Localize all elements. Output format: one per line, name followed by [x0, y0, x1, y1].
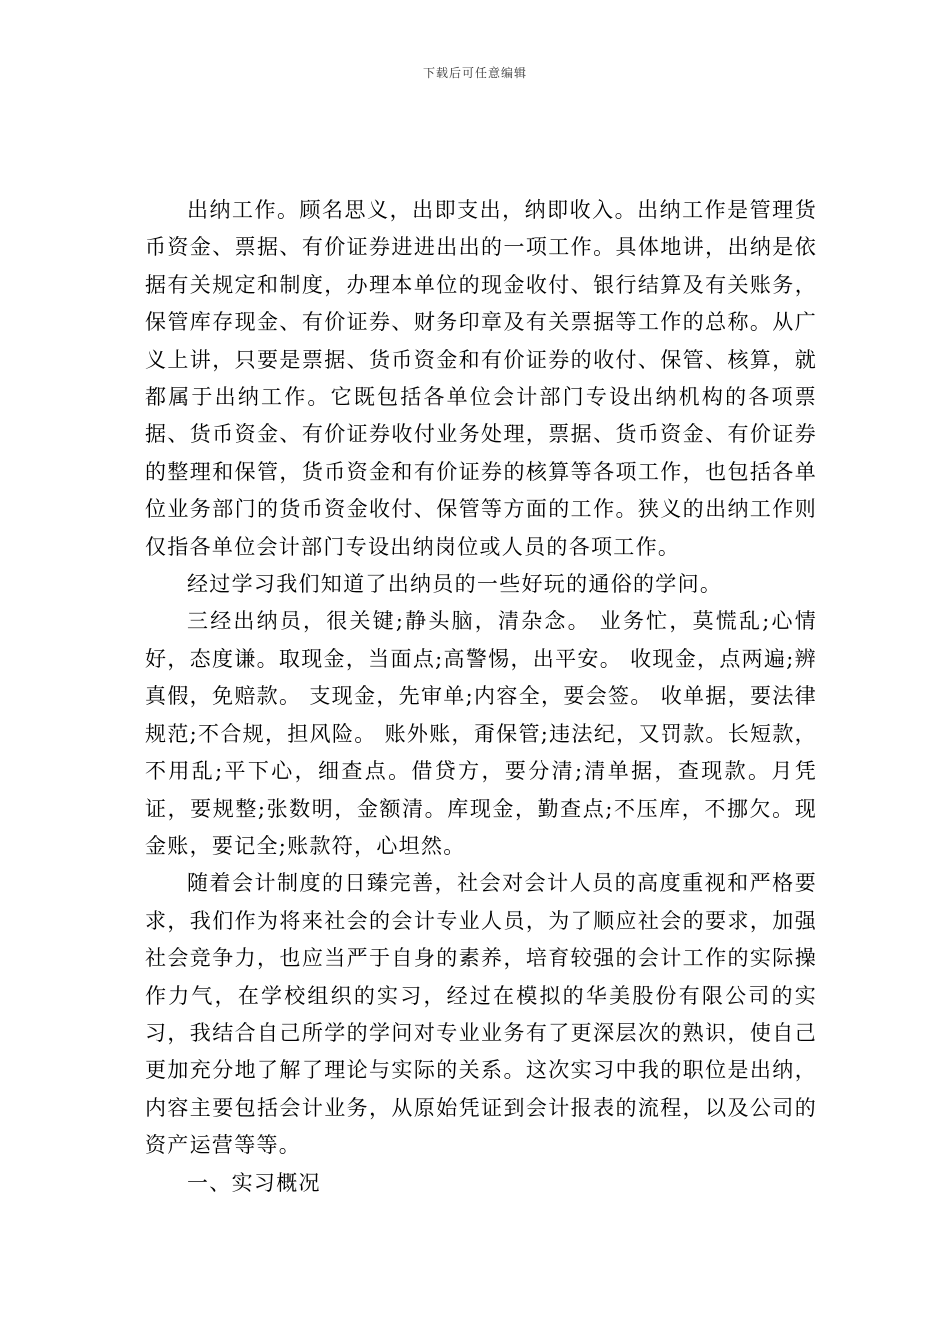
paragraph-cashier-rhyme: 三经出纳员，很关键;静头脑，清杂念。 业务忙，莫慌乱;心情好，态度谦。取现金，当面点;高警惕，出平安。 收现金，点两遍;辨真假，免赔款。 支现金，先审单;内容全，要会签。 收单据，要法律规范;不合规，担风险。 账外账，甭保管;违法纪，又罚款。长短款，不用乱;平下心，细查点。借贷方，要分清;清单据，查现款。月凭证，要规整;张数明，金额清。库现金，勤查点;不压库，不挪欠。现金账，要记全;账款符，心坦然。: [145, 609, 817, 858]
paragraph-learning-intro: 经过学习我们知道了出纳员的一些好玩的通俗的学问。: [187, 572, 723, 597]
document-body: [145, 192, 817, 1202]
section-heading-internship-overview: 一、实习概况: [187, 1170, 321, 1195]
paragraph-internship-purpose: 随着会计制度的日臻完善，社会对会计人员的高度重视和严格要求，我们作为将来社会的会计专业人员，为了顺应社会的要求，加强社会竞争力，也应当严于自身的素养，培育较强的会计工作的实际操作力气，在学校组织的实习，经过在模拟的华美股份有限公司的实习，我结合自己所学的学问对专业业务有了更深层次的熟识，使自己更加充分地了解了理论与实际的关系。这次实习中我的职位是出纳，内容主要包括会计业务，从原始凭证到会计报表的流程，以及公司的资产运营等等。: [145, 871, 817, 1158]
page-header: 下载后可任意编辑: [422, 66, 527, 80]
paragraph-cashier-definition: 出纳工作。顾名思义，出即支出，纳即收入。出纳工作是管理货币资金、票据、有价证券进进出出的一项工作。具体地讲，出纳是依据有关规定和制度，办理本单位的现金收付、银行结算及有关账务，保管库存现金、有价证券、财务印章及有关票据等工作的总称。从广义上讲，只要是票据、货币资金和有价证券的收付、保管、核算，就都属于出纳工作。它既包括各单位会计部门专设出纳机构的各项票据、货币资金、有价证券收付业务处理，票据、货币资金、有价证券的整理和保管，货币资金和有价证券的核算等各项工作，也包括各单位业务部门的货币资金收付、保管等方面的工作。狭义的出纳工作则仅指各单位会计部门专设出纳岗位或人员的各项工作。: [145, 198, 817, 559]
